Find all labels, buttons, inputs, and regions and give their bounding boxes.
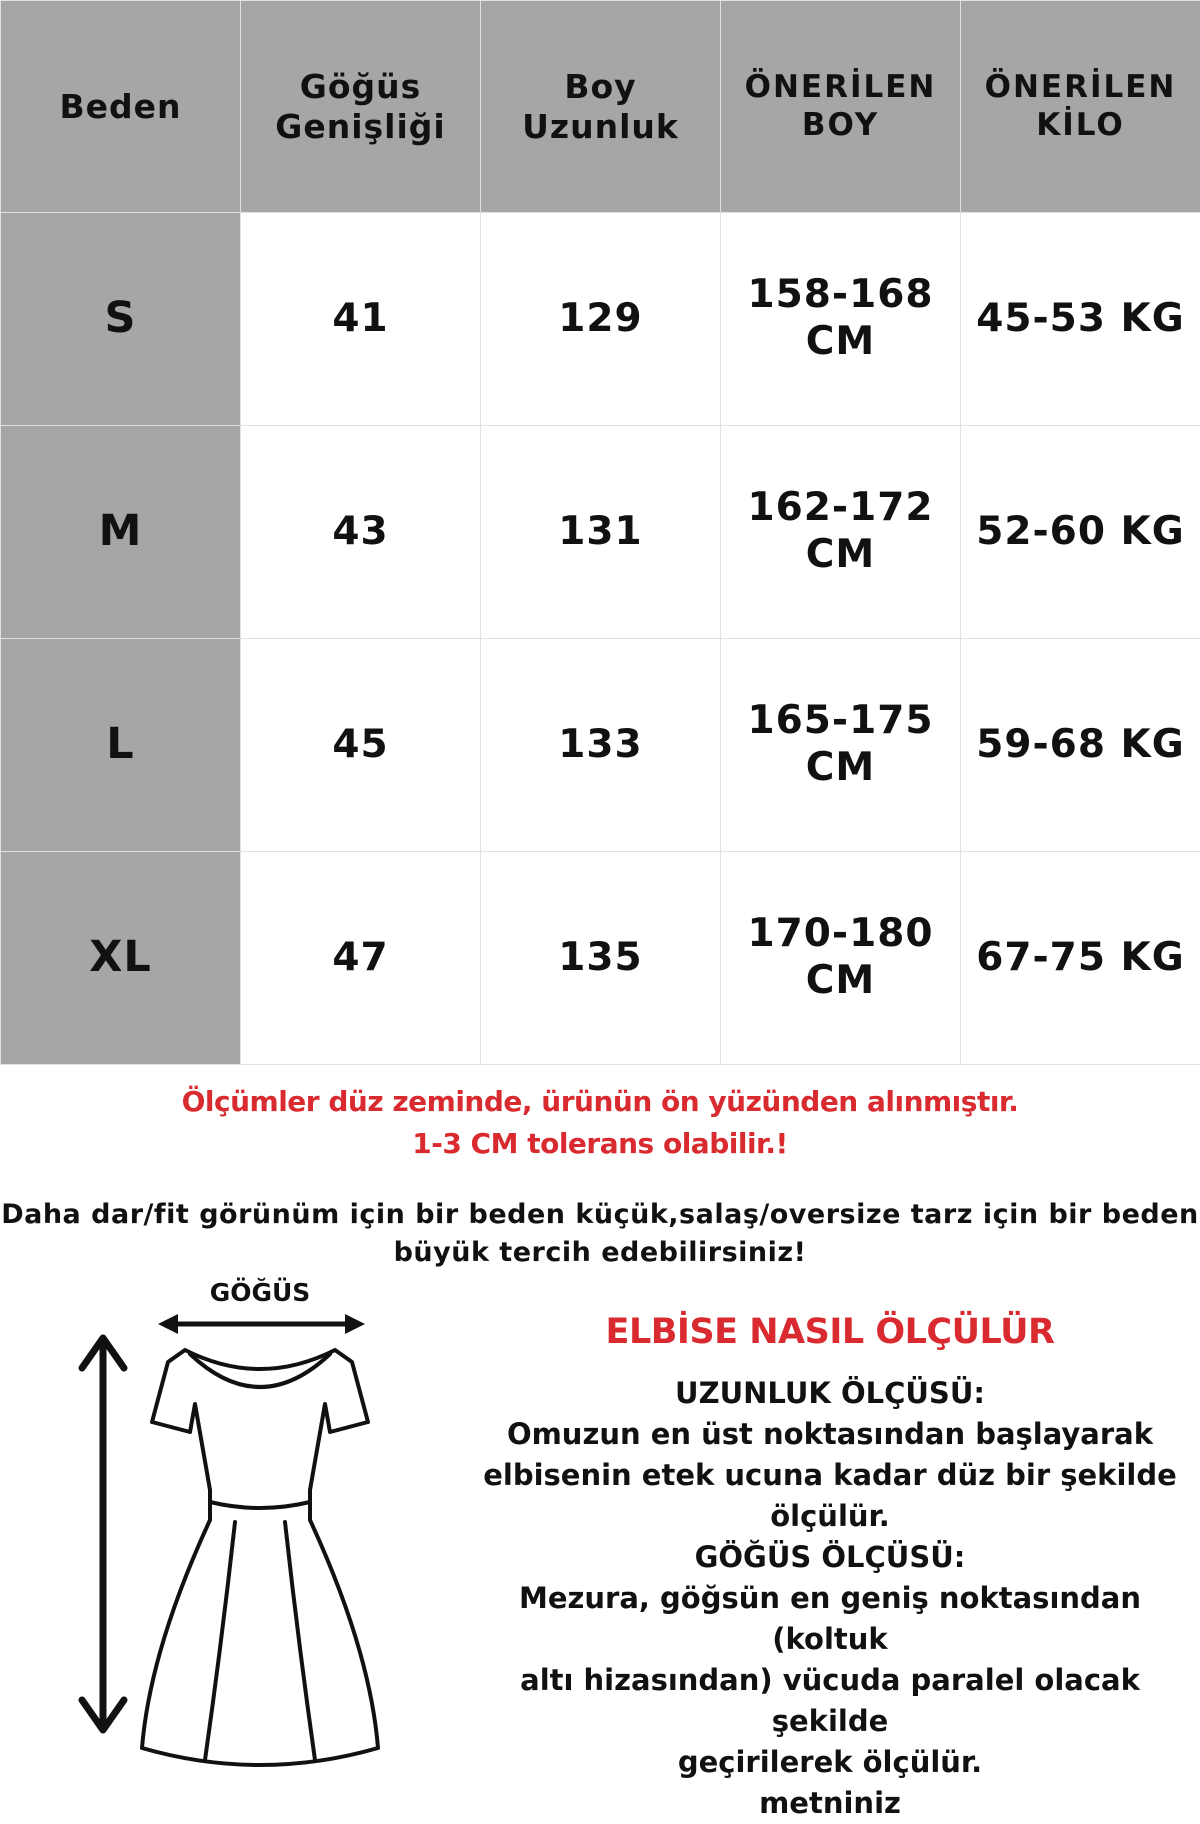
length-text-line: ölçülür. xyxy=(460,1496,1200,1537)
weight-cell: 67-75 KG xyxy=(961,852,1200,1065)
height-cell: 165-175 CM xyxy=(721,639,961,852)
height-cell: 162-172 CM xyxy=(721,426,961,639)
weight-cell: 59-68 KG xyxy=(961,639,1200,852)
height-cell: 158-168 CM xyxy=(721,213,961,426)
chest-label: GÖĞÜS xyxy=(200,1278,320,1307)
length-text-line: Omuzun en üst noktasından başlayarak xyxy=(460,1414,1200,1455)
how-to-measure-section xyxy=(460,1312,1200,1824)
length-text-line: elbisenin etek ucuna kadar düz bir şekilde xyxy=(460,1455,1200,1496)
weight-cell: 45-53 KG xyxy=(961,213,1200,426)
how-to-measure-title: ELBİSE NASIL ÖLÇÜLÜR xyxy=(460,1312,1200,1353)
length-arrow-icon xyxy=(82,1338,124,1730)
chest-cell: 43 xyxy=(241,426,481,639)
dress-illustration xyxy=(0,1270,480,1800)
length-cell: 129 xyxy=(481,213,721,426)
fit-advice-line: büyük tercih edebilirsiniz! xyxy=(0,1234,1200,1272)
size-cell: M xyxy=(1,426,241,639)
measurement-note: Ölçümler düz zeminde, ürünün ön yüzünden alınmıştır. xyxy=(0,1085,1200,1118)
dress-shape xyxy=(142,1350,378,1765)
length-heading: UZUNLUK ÖLÇÜSÜ: xyxy=(460,1373,1200,1414)
dress-outline-icon xyxy=(0,1270,480,1800)
fit-advice xyxy=(0,1196,1200,1272)
table-row xyxy=(1,639,1200,852)
header-chest-width: Göğüs Genişliği xyxy=(241,1,481,213)
height-cell: 170-180 CM xyxy=(721,852,961,1065)
size-cell: L xyxy=(1,639,241,852)
tolerance-note: 1-3 CM tolerans olabilir.! xyxy=(0,1127,1200,1160)
chest-text-line: geçirilerek ölçülür. xyxy=(460,1742,1200,1783)
header-row xyxy=(1,1,1200,213)
chest-text-line: altı hizasından) vücuda paralel olacak şekilde xyxy=(460,1660,1200,1742)
chest-cell: 45 xyxy=(241,639,481,852)
fit-advice-line: Daha dar/fit görünüm için bir beden küçük,salaş/oversize tarz için bir beden xyxy=(0,1196,1200,1234)
size-cell: S xyxy=(1,213,241,426)
header-recommended-height: ÖNERİLEN BOY xyxy=(721,1,961,213)
weight-cell: 52-60 KG xyxy=(961,426,1200,639)
length-cell: 133 xyxy=(481,639,721,852)
chest-heading: GÖĞÜS ÖLÇÜSÜ: xyxy=(460,1537,1200,1578)
chest-text-line: Mezura, göğsün en geniş noktasından (koltuk xyxy=(460,1578,1200,1660)
header-size: Beden xyxy=(1,1,241,213)
chest-arrow-icon xyxy=(158,1314,365,1334)
footer-text: metniniz xyxy=(460,1783,1200,1824)
table-row xyxy=(1,426,1200,639)
length-cell: 135 xyxy=(481,852,721,1065)
size-cell: XL xyxy=(1,852,241,1065)
chest-cell: 41 xyxy=(241,213,481,426)
length-cell: 131 xyxy=(481,426,721,639)
header-length: Boy Uzunluk xyxy=(481,1,721,213)
table-row xyxy=(1,852,1200,1065)
table-row xyxy=(1,213,1200,426)
chest-cell: 47 xyxy=(241,852,481,1065)
header-recommended-weight: ÖNERİLEN KİLO xyxy=(961,1,1200,213)
